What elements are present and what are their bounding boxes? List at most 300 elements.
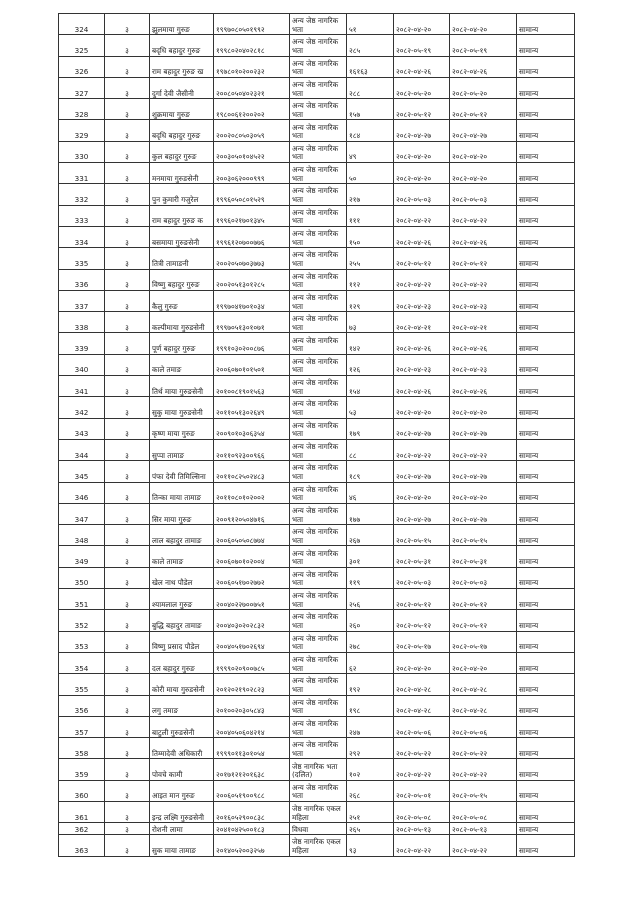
name-cell: विष्णु बहादुर गुरुङ — [150, 269, 214, 290]
start-date-cell: २०८२-०४-२२ — [394, 205, 450, 226]
name-cell: राम बहादुर गुरुङ क — [150, 205, 214, 226]
serial-number-cell: 336 — [59, 269, 105, 290]
name-cell: झुलमाया गुरुङ — [150, 14, 214, 35]
start-date-cell: २०८२-०५-१२ — [394, 99, 450, 120]
name-cell: पूर्ण बहादुर गुरुङ — [150, 333, 214, 354]
category-cell: सामान्य — [517, 503, 575, 524]
table-row — [59, 695, 575, 716]
end-date-cell: २०८२-०४-२२ — [450, 439, 517, 460]
category-cell: सामान्य — [517, 205, 575, 226]
id-number-cell: १९९८०२०४०२८१८ — [214, 35, 290, 56]
start-date-cell: २०८२-०४-२२ — [394, 269, 450, 290]
serial-number-cell: 340 — [59, 354, 105, 375]
allowance-type-cell: अन्य जेष्ठ नागरिक भता — [290, 14, 347, 35]
end-date-cell: २०८२-०४-२२ — [450, 835, 517, 856]
category-cell: सामान्य — [517, 546, 575, 567]
category-cell: सामान्य — [517, 269, 575, 290]
record-number-cell: ४९ — [347, 141, 394, 162]
name-cell: लाल बहादुर तामाङ — [150, 525, 214, 546]
name-cell: बाटुली गुरुङसेनी — [150, 716, 214, 737]
id-number-cell: १९९९०२०९००७८५ — [214, 652, 290, 673]
category-cell: सामान्य — [517, 716, 575, 737]
serial-number-cell: 339 — [59, 333, 105, 354]
record-number-cell: २५५ — [347, 248, 394, 269]
end-date-cell: २०८२-०४-२७ — [450, 503, 517, 524]
ward-cell: ३ — [105, 503, 150, 524]
category-cell: सामान्य — [517, 801, 575, 822]
category-cell: सामान्य — [517, 525, 575, 546]
table-row — [59, 780, 575, 801]
id-number-cell: २०१६०५२९००८३८ — [214, 801, 290, 822]
table-row — [59, 205, 575, 226]
end-date-cell: २०८२-०४-२६ — [450, 376, 517, 397]
serial-number-cell: 324 — [59, 14, 105, 35]
end-date-cell: २०८२-०४-२३ — [450, 290, 517, 311]
end-date-cell: २०८२-०४-२७ — [450, 418, 517, 439]
table-row — [59, 738, 575, 759]
allowance-type-cell: अन्य जेष्ठ नागरिक भता — [290, 525, 347, 546]
allowance-type-cell: अन्य जेष्ठ नागरिक भता — [290, 312, 347, 333]
ward-cell: ३ — [105, 205, 150, 226]
name-cell: बसमाया गुरुङसेनी — [150, 226, 214, 247]
record-number-cell: १९८ — [347, 695, 394, 716]
allowance-type-cell: विधवा — [290, 823, 347, 835]
end-date-cell: २०८२-०४-२० — [450, 482, 517, 503]
start-date-cell: २०८२-०४-२८ — [394, 674, 450, 695]
record-number-cell: १२९ — [347, 290, 394, 311]
start-date-cell: २०८२-०५-३१ — [394, 546, 450, 567]
id-number-cell: २०११०९२३००९६६ — [214, 439, 290, 460]
serial-number-cell: 344 — [59, 439, 105, 460]
ward-cell: ३ — [105, 567, 150, 588]
start-date-cell: २०८२-०४-२० — [394, 141, 450, 162]
category-cell: सामान्य — [517, 439, 575, 460]
category-cell: सामान्य — [517, 333, 575, 354]
allowance-type-cell: अन्य जेष्ठ नागरिक भता — [290, 120, 347, 141]
serial-number-cell: 338 — [59, 312, 105, 333]
ward-cell: ३ — [105, 312, 150, 333]
name-cell: पंफा देवी तिमिल्सिना — [150, 461, 214, 482]
record-number-cell: १११ — [347, 205, 394, 226]
name-cell: काले तामाङ — [150, 546, 214, 567]
allowance-type-cell: अन्य जेष्ठ नागरिक भता — [290, 56, 347, 77]
name-cell: बदृधि बहादुर गुरुङ — [150, 35, 214, 56]
serial-number-cell: 359 — [59, 759, 105, 780]
id-number-cell: २०१७१२१२०१६३८ — [214, 759, 290, 780]
category-cell: सामान्य — [517, 418, 575, 439]
id-number-cell: २००९०१०३०६३५४ — [214, 418, 290, 439]
category-cell: सामान्य — [517, 354, 575, 375]
table-row — [59, 312, 575, 333]
id-number-cell: २००४०५०६०४२१४ — [214, 716, 290, 737]
end-date-cell: २०८२-०४-२७ — [450, 461, 517, 482]
end-date-cell: २०८२-०५-०३ — [450, 184, 517, 205]
serial-number-cell: 363 — [59, 835, 105, 856]
start-date-cell: २०८२-०४-२६ — [394, 376, 450, 397]
record-number-cell: १५४ — [347, 376, 394, 397]
end-date-cell: २०८२-०५-३१ — [450, 546, 517, 567]
end-date-cell: २०८२-०४-२२ — [450, 205, 517, 226]
serial-number-cell: 355 — [59, 674, 105, 695]
category-cell: सामान्य — [517, 376, 575, 397]
name-cell: काले तमाङ — [150, 354, 214, 375]
end-date-cell: २०८२-०४-२२ — [450, 759, 517, 780]
end-date-cell: २०८२-०५-१९ — [450, 35, 517, 56]
category-cell: सामान्य — [517, 35, 575, 56]
table-row — [59, 56, 575, 77]
record-number-cell: ८८ — [347, 439, 394, 460]
ward-cell: ३ — [105, 482, 150, 503]
id-number-cell: २००६०५१७०२७७२ — [214, 567, 290, 588]
table-row — [59, 835, 575, 856]
ward-cell: ३ — [105, 354, 150, 375]
allowance-type-cell: अन्य जेष्ठ नागरिक भता — [290, 610, 347, 631]
id-number-cell: १९९६०५०८०१५२९ — [214, 184, 290, 205]
record-number-cell: ११२ — [347, 269, 394, 290]
ward-cell: ३ — [105, 99, 150, 120]
start-date-cell: २०८२-०४-२० — [394, 652, 450, 673]
ward-cell: ३ — [105, 120, 150, 141]
id-number-cell: १९९१०३०२००८७६ — [214, 333, 290, 354]
allowance-type-cell: अन्य जेष्ठ नागरिक भता — [290, 439, 347, 460]
table-row — [59, 546, 575, 567]
name-cell: कैलु गुरुङ — [150, 290, 214, 311]
id-number-cell: २०११०५१३०२६४९ — [214, 397, 290, 418]
name-cell: सुक माया तामाङ — [150, 835, 214, 856]
category-cell: सामान्य — [517, 482, 575, 503]
id-number-cell: २००३०५०१०४५२२ — [214, 141, 290, 162]
table-row — [59, 461, 575, 482]
id-number-cell: २००२०८०५०३०५९ — [214, 120, 290, 141]
start-date-cell: २०८२-०५-०१ — [394, 780, 450, 801]
record-number-cell: १२६ — [347, 354, 394, 375]
serial-number-cell: 330 — [59, 141, 105, 162]
category-cell: सामान्य — [517, 695, 575, 716]
start-date-cell: २०८२-०५-०३ — [394, 567, 450, 588]
record-number-cell: २५१ — [347, 801, 394, 822]
name-cell: सुप्पा तामाङ — [150, 439, 214, 460]
id-number-cell: २००९१२०५०४७१६ — [214, 503, 290, 524]
name-cell: विष्णु प्रसाद पौडेल — [150, 631, 214, 652]
name-cell: इन्द्र लक्ष्मि गुरुङसेनी — [150, 801, 214, 822]
record-number-cell: १६१६३ — [347, 56, 394, 77]
start-date-cell: २०८२-०४-२६ — [394, 56, 450, 77]
table-row — [59, 35, 575, 56]
category-cell: सामान्य — [517, 397, 575, 418]
allowance-type-cell: अन्य जेष्ठ नागरिक भता — [290, 716, 347, 737]
record-number-cell: ४६ — [347, 482, 394, 503]
name-cell: मनमाया गुरुङसेनी — [150, 163, 214, 184]
category-cell: सामान्य — [517, 226, 575, 247]
allowance-type-cell: अन्य जेष्ठ नागरिक भता — [290, 738, 347, 759]
id-number-cell: २०११०८०१०२००२ — [214, 482, 290, 503]
table-row — [59, 14, 575, 35]
id-number-cell: २००६०७०१०१५०१ — [214, 354, 290, 375]
record-number-cell: ५३ — [347, 397, 394, 418]
allowance-type-cell: जेष्ठ नागरिक एकल महिला — [290, 801, 347, 822]
serial-number-cell: 335 — [59, 248, 105, 269]
table-row — [59, 99, 575, 120]
serial-number-cell: 360 — [59, 780, 105, 801]
record-number-cell: १७७ — [347, 503, 394, 524]
record-number-cell: २१७ — [347, 184, 394, 205]
record-number-cell: २७८ — [347, 631, 394, 652]
start-date-cell: २०८२-०४-२६ — [394, 333, 450, 354]
start-date-cell: २०८२-०४-२० — [394, 482, 450, 503]
name-cell: दुर्गा देवी जैसीनी — [150, 77, 214, 98]
start-date-cell: २०८२-०५-२० — [394, 77, 450, 98]
end-date-cell: २०८२-०५-१५ — [450, 525, 517, 546]
category-cell: सामान्य — [517, 610, 575, 631]
name-cell: सुकु माया गुरुङसेनी — [150, 397, 214, 418]
serial-number-cell: 354 — [59, 652, 105, 673]
end-date-cell: २०८२-०४-२१ — [450, 312, 517, 333]
name-cell: तित्री तामाङनी — [150, 248, 214, 269]
allowance-type-cell: अन्य जेष्ठ नागरिक भता — [290, 652, 347, 673]
table-row — [59, 610, 575, 631]
record-number-cell: ५० — [347, 163, 394, 184]
category-cell: सामान्य — [517, 589, 575, 610]
category-cell: सामान्य — [517, 290, 575, 311]
allowance-type-cell: अन्य जेष्ठ नागरिक भता — [290, 77, 347, 98]
ward-cell: ३ — [105, 674, 150, 695]
table-row — [59, 674, 575, 695]
table-row — [59, 631, 575, 652]
name-cell: राम बहादुर गुरुङ ख — [150, 56, 214, 77]
allowance-type-cell: अन्य जेष्ठ नागरिक भता — [290, 376, 347, 397]
ward-cell: ३ — [105, 333, 150, 354]
record-number-cell: ९३ — [347, 835, 394, 856]
start-date-cell: २०८२-०४-२२ — [394, 439, 450, 460]
ward-cell: ३ — [105, 77, 150, 98]
ward-cell: ३ — [105, 141, 150, 162]
table-row — [59, 163, 575, 184]
serial-number-cell: 362 — [59, 823, 105, 835]
table-row — [59, 290, 575, 311]
id-number-cell: २००३०६२०००९९९ — [214, 163, 290, 184]
category-cell: सामान्य — [517, 141, 575, 162]
serial-number-cell: 350 — [59, 567, 105, 588]
serial-number-cell: 343 — [59, 418, 105, 439]
allowance-type-cell: अन्य जेष्ठ नागरिक भता — [290, 631, 347, 652]
id-number-cell: २००६०५१९००९८८ — [214, 780, 290, 801]
name-cell: तिम्मादेवी अधिकारी — [150, 738, 214, 759]
ward-cell: ३ — [105, 14, 150, 35]
allowance-type-cell: अन्य जेष्ठ नागरिक भता — [290, 354, 347, 375]
serial-number-cell: 356 — [59, 695, 105, 716]
allowance-type-cell: अन्य जेष्ठ नागरिक भता — [290, 503, 347, 524]
table-row — [59, 77, 575, 98]
category-cell: सामान्य — [517, 120, 575, 141]
end-date-cell: २०८२-०४-२८ — [450, 674, 517, 695]
table-row — [59, 716, 575, 737]
category-cell: सामान्य — [517, 674, 575, 695]
allowance-type-cell: अन्य जेष्ठ नागरिक भता — [290, 333, 347, 354]
allowance-type-cell: अन्य जेष्ठ नागरिक भता — [290, 482, 347, 503]
record-number-cell: १८४ — [347, 120, 394, 141]
name-cell: पोवचे कामी — [150, 759, 214, 780]
id-number-cell: १९९७०५१३०१०७१ — [214, 312, 290, 333]
name-cell: कुल बहादुर गुरुङ — [150, 141, 214, 162]
allowance-type-cell: अन्य जेष्ठ नागरिक भता — [290, 35, 347, 56]
end-date-cell: २०८२-०४-२० — [450, 14, 517, 35]
ward-cell: ३ — [105, 269, 150, 290]
table-row — [59, 503, 575, 524]
ward-cell: ३ — [105, 835, 150, 856]
name-cell: आइत मान गुरुङ — [150, 780, 214, 801]
id-number-cell: १९९९०११३०१०५४ — [214, 738, 290, 759]
allowance-type-cell: अन्य जेष्ठ नागरिक भता — [290, 546, 347, 567]
record-number-cell: ११९ — [347, 567, 394, 588]
ward-cell: ३ — [105, 780, 150, 801]
record-number-cell: २६५ — [347, 823, 394, 835]
allowance-type-cell: अन्य जेष्ठ नागरिक भता — [290, 205, 347, 226]
start-date-cell: २०८२-०४-२० — [394, 397, 450, 418]
record-number-cell: १९२ — [347, 674, 394, 695]
end-date-cell: २०८२-०५-१२ — [450, 99, 517, 120]
end-date-cell: २०८२-०४-२७ — [450, 120, 517, 141]
id-number-cell: १९९६०२१७०१३४५ — [214, 205, 290, 226]
start-date-cell: २०८२-०४-२२ — [394, 759, 450, 780]
start-date-cell: २०८२-०५-१३ — [394, 823, 450, 835]
name-cell: बदृधि बहादुर गुरुङ — [150, 120, 214, 141]
table-row — [59, 823, 575, 835]
start-date-cell: २०८२-०५-२२ — [394, 738, 450, 759]
start-date-cell: २०८२-०४-२३ — [394, 290, 450, 311]
start-date-cell: २०८२-०४-२७ — [394, 120, 450, 141]
name-cell: कोरी माया गुरुङसेनी — [150, 674, 214, 695]
allowance-type-cell: अन्य जेष्ठ नागरिक भता — [290, 141, 347, 162]
ward-cell: ३ — [105, 801, 150, 822]
id-number-cell: २०११०८२५०२४८३ — [214, 461, 290, 482]
start-date-cell: २०८२-०४-२० — [394, 163, 450, 184]
end-date-cell: २०८२-०४-२६ — [450, 333, 517, 354]
id-number-cell: २००४०३०२०२८३२ — [214, 610, 290, 631]
table-row — [59, 333, 575, 354]
record-number-cell: ६२ — [347, 652, 394, 673]
id-number-cell: १९९७०४१७०१०३४ — [214, 290, 290, 311]
end-date-cell: २०८२-०४-२० — [450, 163, 517, 184]
end-date-cell: २०८२-०४-२२ — [450, 269, 517, 290]
record-number-cell: २५६ — [347, 589, 394, 610]
record-number-cell: १७९ — [347, 418, 394, 439]
serial-number-cell: 349 — [59, 546, 105, 567]
name-cell: रोशनी लामा — [150, 823, 214, 835]
ward-cell: ३ — [105, 439, 150, 460]
ward-cell: ३ — [105, 163, 150, 184]
id-number-cell: २००४०२२७००७५१ — [214, 589, 290, 610]
allowance-type-cell: अन्य जेष्ठ नागरिक भता — [290, 99, 347, 120]
ward-cell: ३ — [105, 525, 150, 546]
end-date-cell: २०८२-०४-२३ — [450, 354, 517, 375]
category-cell: सामान्य — [517, 652, 575, 673]
start-date-cell: २०८२-०५-०३ — [394, 184, 450, 205]
table-row — [59, 567, 575, 588]
ward-cell: ३ — [105, 631, 150, 652]
category-cell: सामान्य — [517, 99, 575, 120]
start-date-cell: २०८२-०४-२२ — [394, 835, 450, 856]
category-cell: सामान्य — [517, 56, 575, 77]
table-body — [59, 14, 575, 857]
serial-number-cell: 326 — [59, 56, 105, 77]
start-date-cell: २०८२-०४-२७ — [394, 461, 450, 482]
id-number-cell: १९८००६१२००२०२ — [214, 99, 290, 120]
allowance-type-cell: अन्य जेष्ठ नागरिक भता — [290, 461, 347, 482]
serial-number-cell: 327 — [59, 77, 105, 98]
ward-cell: ३ — [105, 716, 150, 737]
ward-cell: ३ — [105, 184, 150, 205]
ward-cell: ३ — [105, 226, 150, 247]
serial-number-cell: 331 — [59, 163, 105, 184]
serial-number-cell: 342 — [59, 397, 105, 418]
allowance-type-cell: अन्य जेष्ठ नागरिक भता — [290, 248, 347, 269]
allowance-type-cell: अन्य जेष्ठ नागरिक भता — [290, 226, 347, 247]
category-cell: सामान्य — [517, 835, 575, 856]
category-cell: सामान्य — [517, 738, 575, 759]
ward-cell: ३ — [105, 652, 150, 673]
record-number-cell: १०२ — [347, 759, 394, 780]
allowance-type-cell: जेष्ठ नागरिक भता (दलित) — [290, 759, 347, 780]
id-number-cell: २०१००२०३०५८४३ — [214, 695, 290, 716]
start-date-cell: २०८२-०५-१५ — [394, 525, 450, 546]
name-cell: शुक्रमाया गुरुङ — [150, 99, 214, 120]
table-row — [59, 184, 575, 205]
record-number-cell: २८५ — [347, 35, 394, 56]
id-number-cell: २००८०५०४०२३२१ — [214, 77, 290, 98]
end-date-cell: २०८२-०५-०८ — [450, 801, 517, 822]
record-number-cell: २४७ — [347, 716, 394, 737]
name-cell: कल्पीमाया गुरुङसेनी — [150, 312, 214, 333]
record-number-cell: ५१ — [347, 14, 394, 35]
category-cell: सामान्य — [517, 77, 575, 98]
allowance-type-cell: अन्य जेष्ठ नागरिक भता — [290, 695, 347, 716]
category-cell: सामान्य — [517, 184, 575, 205]
serial-number-cell: 345 — [59, 461, 105, 482]
allowance-type-cell: अन्य जेष्ठ नागरिक भता — [290, 589, 347, 610]
end-date-cell: २०८२-०५-१७ — [450, 631, 517, 652]
id-number-cell: २००२०५०७०३७७३ — [214, 248, 290, 269]
record-number-cell: १८९ — [347, 461, 394, 482]
id-number-cell: २००४०५१७०२६९४ — [214, 631, 290, 652]
name-cell: तिन्का माया तामाङ — [150, 482, 214, 503]
end-date-cell: २०८२-०५-१२ — [450, 610, 517, 631]
id-number-cell: १९७८०१०२००२३२ — [214, 56, 290, 77]
name-cell: लगु तमाङ — [150, 695, 214, 716]
record-number-cell: ७३ — [347, 312, 394, 333]
table-row — [59, 376, 575, 397]
name-cell: बुद्धि बहादुर तामाङ — [150, 610, 214, 631]
table-row — [59, 269, 575, 290]
end-date-cell: २०८२-०५-२२ — [450, 738, 517, 759]
allowance-type-cell: अन्य जेष्ठ नागरिक भता — [290, 163, 347, 184]
ward-cell: ३ — [105, 695, 150, 716]
serial-number-cell: 328 — [59, 99, 105, 120]
record-number-cell: १५७ — [347, 99, 394, 120]
start-date-cell: २०८२-०५-१२ — [394, 610, 450, 631]
name-cell: श्यामलाल गुरुङ — [150, 589, 214, 610]
category-cell: सामान्य — [517, 567, 575, 588]
allowance-type-cell: अन्य जेष्ठ नागरिक भता — [290, 780, 347, 801]
beneficiary-table — [58, 13, 575, 857]
end-date-cell: २०८२-०४-२० — [450, 397, 517, 418]
allowance-type-cell: जेष्ठ नागरिक एकल महिला — [290, 835, 347, 856]
serial-number-cell: 325 — [59, 35, 105, 56]
id-number-cell: २०१२०२१९०२८२३ — [214, 674, 290, 695]
end-date-cell: २०८२-०५-२० — [450, 77, 517, 98]
ward-cell: ३ — [105, 56, 150, 77]
category-cell: सामान्य — [517, 248, 575, 269]
serial-number-cell: 361 — [59, 801, 105, 822]
